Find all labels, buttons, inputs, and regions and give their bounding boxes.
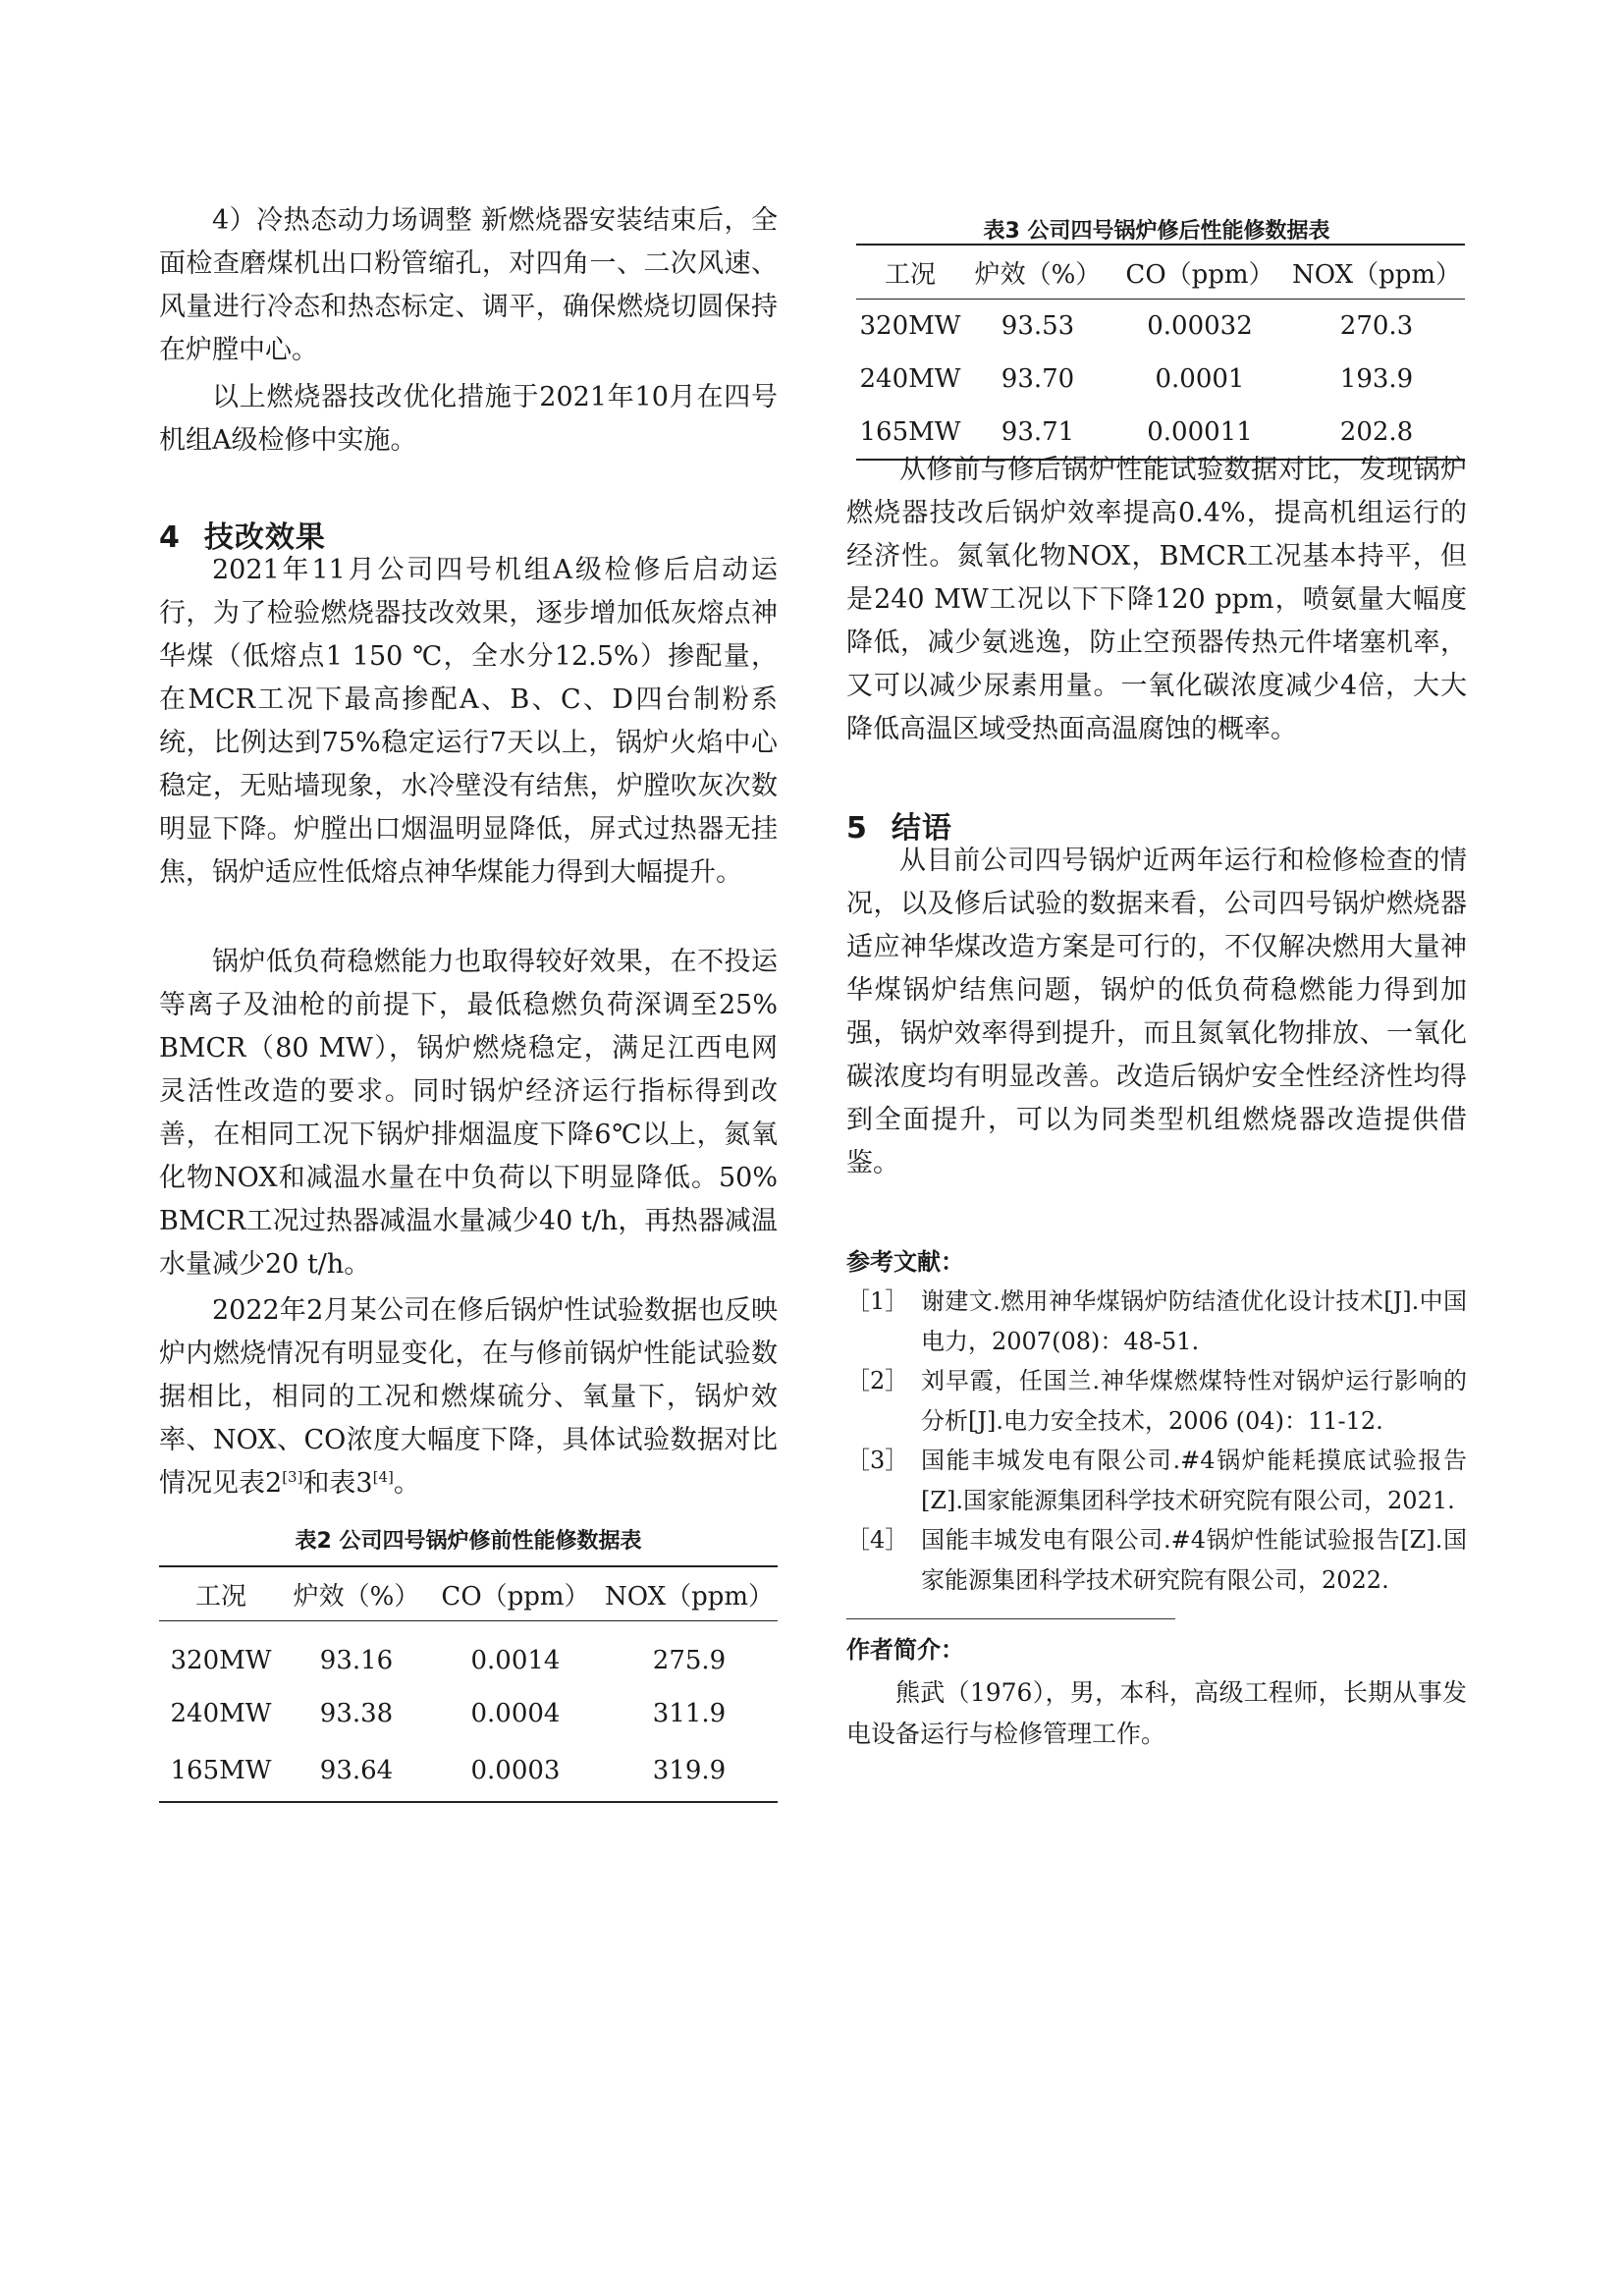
reference-item (846, 1282, 1467, 1362)
table-cell: 320MW (859, 311, 961, 341)
table-cell: 320MW (170, 1646, 272, 1675)
table-cell: 93.53 (1001, 311, 1075, 341)
table-cell: 0.0001 (1155, 364, 1245, 394)
table-cell: 311.9 (652, 1699, 727, 1728)
column-header: CO（ppm） (430, 1566, 601, 1621)
table-cell: 202.8 (1288, 406, 1465, 460)
table-cell: 240MW (170, 1699, 272, 1728)
table-cell: 165MW (159, 1740, 283, 1802)
table-header-row (159, 1566, 778, 1621)
reference-item (846, 1441, 1467, 1521)
section-title: 技改效果 (203, 520, 326, 555)
column-header: 炉效（%） (964, 245, 1111, 300)
table-cell: 93.16 (319, 1646, 394, 1675)
table-cell: 319.9 (601, 1740, 778, 1802)
reference-item (846, 1361, 1467, 1442)
column-header: CO（ppm） (1111, 245, 1288, 300)
table-cell: 165MW (856, 406, 964, 460)
table-cell: 0.0014 (470, 1646, 561, 1675)
table-cell: 93.70 (1001, 364, 1075, 394)
column-header: 工况 (159, 1566, 283, 1621)
table-cell: 275.9 (652, 1646, 727, 1675)
reference-index: ［3］ (846, 1447, 909, 1474)
table-cell: 93.71 (964, 406, 1111, 460)
table-header-row (856, 245, 1465, 300)
reference-text: 刘早霞，任国兰.神华煤燃煤特性对锅炉运行影响的分析[J].电力安全技术，2006 (04)：11-12. (921, 1367, 1467, 1435)
table-cell: 0.0003 (430, 1740, 601, 1802)
table2-caption: 表2 公司四号锅炉修前性能修数据表 (295, 1529, 642, 1554)
paragraph-effect-2 (159, 941, 778, 1286)
paragraph-text: 从修前与修后锅炉性能试验数据对比，发现锅炉燃烧器技改后锅炉效率提高0.4%，提高机组运行的经济性。氮氧化物NOX，BMCR工况基本持平，但是240 MW工况以下下降120 ppm，喷氨量大幅度降低，减少氨逃逸，防止空预器传热元件堵塞机率，又可以减少尿素用量。一氧化碳浓度减少4倍，大大降低高温区域受热面高温腐蚀的概率。 (846, 455, 1467, 744)
column-header: 工况 (856, 245, 964, 300)
table-cell: 0.0004 (470, 1699, 561, 1728)
table-cell: 0.00032 (1147, 311, 1253, 341)
table-row (159, 1621, 778, 1688)
table-cell: 193.9 (1339, 364, 1414, 394)
citation-ref: [3] (282, 1468, 303, 1486)
paragraph-comparison (846, 449, 1467, 751)
table3-caption: 表3 公司四号锅炉修后性能修数据表 (983, 219, 1330, 244)
reference-index: ［4］ (846, 1526, 909, 1554)
table-row (856, 300, 1465, 354)
footnote-divider (846, 1618, 1175, 1619)
section-title: 结语 (891, 811, 952, 846)
reference-index: ［1］ (846, 1287, 909, 1315)
section-number: 4 (159, 520, 181, 555)
paragraph-text: 2022年2月某公司在修后锅炉性试验数据也反映炉内燃烧情况有明显变化，在与修前锅炉性能试验数据相比，相同的工况和燃煤硫分、氧量下，锅炉效率、NOX、CO浓度大幅度下降，具体试验数据对比情况见表2[3]和表3[4]。 (159, 1295, 778, 1499)
paragraph-effect-3 (159, 1289, 778, 1505)
table-row (159, 1740, 778, 1802)
table-cell: 270.3 (1339, 311, 1414, 341)
paragraph-conclusion (846, 840, 1467, 1185)
paragraph-effect-1 (159, 549, 778, 895)
author-heading: 作者简介： (846, 1636, 964, 1664)
paragraph-text: 以上燃烧器技改优化措施于2021年10月在四号机组A级检修中实施。 (159, 382, 778, 456)
paragraph-text: 锅炉低负荷稳燃能力也取得较好效果，在不投运等离子及油枪的前提下，最低稳燃负荷深调至25% BMCR（80 MW），锅炉燃烧稳定，满足江西电网灵活性改造的要求。同时锅炉经济运行指标得到改善，在相同工况下锅炉排烟温度下降6℃以上，氮氧化物NOX和减温水量在中负荷以下明显降低。50% BMCR工况过热器减温水量减少40 t/h，再热器减温水量减少20 t/h。 (159, 947, 778, 1280)
table-3 (856, 244, 1465, 461)
section-number: 5 (846, 811, 868, 846)
paragraph-text: 4）冷热态动力场调整 新燃烧器安装结束后，全面检查磨煤机出口粉管缩孔，对四角一、二次风速、风量进行冷态和热态标定、调平，确保燃烧切圆保持在炉膛中心。 (159, 205, 778, 365)
references-heading: 参考文献： (846, 1248, 964, 1276)
column-header: NOX（ppm） (1288, 245, 1465, 300)
table-cell: 93.64 (283, 1740, 430, 1802)
table-2 (159, 1565, 778, 1803)
paragraph-text: 2021年11月公司四号机组A级检修后启动运行，为了检验燃烧器技改效果，逐步增加低灰熔点神华煤（低熔点1 150 ℃，全水分12.5%）掺配量，在MCR工况下最高掺配A、B、C、D四台制粉系统，比例达到75%稳定运行7天以上，锅炉火焰中心稳定，无贴墙现象，水冷壁没有结焦，炉膛吹灰次数明显下降。炉膛出口烟温明显降低，屏式过热器无挂焦，锅炉适应性低熔点神华煤能力得到大幅提升。 (159, 555, 778, 888)
paragraph-text: 从目前公司四号锅炉近两年运行和检修检查的情况，以及修后试验的数据来看，公司四号锅炉燃烧器适应神华煤改造方案是可行的，不仅解决燃用大量神华煤锅炉结焦问题，锅炉的低负荷稳燃能力得到加强，锅炉效率得到提升，而且氮氧化物排放、一氧化碳浓度均有明显改善。改造后锅炉安全性经济性均得到全面提升，可以为同类型机组燃烧器改造提供借鉴。 (846, 846, 1467, 1178)
table-row (159, 1687, 778, 1740)
paragraph-implementation (159, 376, 778, 463)
author-bio (846, 1672, 1467, 1755)
reference-text: 谢建文.燃用神华煤锅炉防结渣优化设计技术[J].中国电力，2007(08)：48-51. (921, 1287, 1467, 1355)
author-bio-text: 熊武（1976），男，本科，高级工程师，长期从事发电设备运行与检修管理工作。 (846, 1678, 1467, 1748)
citation-ref: [4] (372, 1468, 394, 1486)
column-header: 炉效（%） (283, 1566, 430, 1621)
table-cell: 240MW (859, 364, 961, 394)
paragraph-cold-hot-adjustment (159, 199, 778, 372)
table-row (856, 353, 1465, 406)
table-cell: 93.38 (319, 1699, 394, 1728)
reference-text: 国能丰城发电有限公司.#4锅炉能耗摸底试验报告[Z].国家能源集团科学技术研究院有限公司，2021. (921, 1447, 1467, 1514)
reference-index: ［2］ (846, 1367, 909, 1394)
column-header: NOX（ppm） (601, 1566, 778, 1621)
table-cell: 0.00011 (1111, 406, 1288, 460)
reference-text: 国能丰城发电有限公司.#4锅炉性能试验报告[Z].国家能源集团科学技术研究院有限公司，2022. (921, 1526, 1467, 1594)
reference-item (846, 1520, 1467, 1601)
